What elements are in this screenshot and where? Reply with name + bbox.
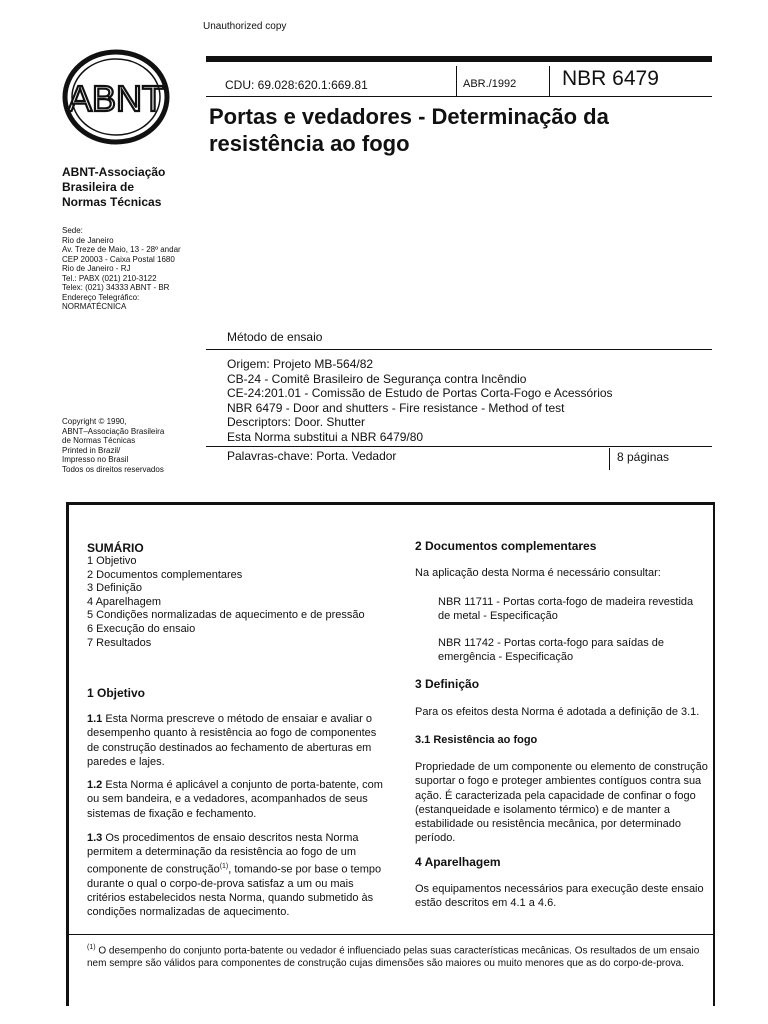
summary-item: 7 Resultados	[87, 636, 152, 649]
watermark-text: Unauthorized copy	[203, 21, 287, 32]
address-line: NORMATÉCNICA	[62, 302, 127, 311]
origin-line: NBR 6479 - Door and shutters - Fire resistance - Method of test	[227, 400, 565, 415]
paragraph-1-3	[87, 831, 387, 919]
footnote	[87, 941, 712, 970]
header-divider	[549, 66, 550, 96]
subsection-heading-resistencia: 3.1 Resistência ao fogo	[415, 734, 538, 746]
origin-line: Descriptors: Door. Shutter	[227, 415, 366, 429]
footnote-text: O desempenho do conjunto porta-batente ou vedador é influenciado pelas suas características mecânicas. Os resultados de um ensaio nem sempre são válidos para componentes de construção cujas dimensões são maiores ou muito menores que as do corpo-de-prova.	[87, 945, 700, 970]
section-heading-aparelhagem: 4 Aparelhagem	[415, 855, 501, 869]
origin-line: CE-24:201.01 - Comissão de Estudo de Portas Corta-Fogo e Acessórios	[227, 386, 613, 400]
logo-text: ABNT	[67, 78, 165, 119]
header-rule	[206, 446, 712, 447]
address-line: Sede:	[62, 226, 83, 235]
footnote-marker: (1)	[87, 944, 96, 951]
section-heading-objetivo: 1 Objetivo	[87, 686, 146, 700]
summary-item: 4 Aparelhagem	[87, 595, 161, 608]
paragraph-number: 1.3	[87, 832, 103, 844]
title-line: resistência ao fogo	[209, 131, 410, 156]
header-divider	[609, 448, 610, 470]
paragraph-3-1: Propriedade de um componente ou elemento de construção suportar o fogo e proteger ambientes contíguos contra sua ação. É caracterizada pela capacidade de confinar o fogo (estanqueidade e isolamento térmico) e de manter a estabilidade ou resistência mecânica, por determinado período.	[415, 761, 708, 845]
address-line: Telex: (021) 34333 ABNT - BR	[62, 283, 170, 292]
paragraph-1-2	[87, 778, 387, 821]
origin-line: Esta Norma substitui a NBR 6479/80	[227, 429, 424, 444]
title-line: Portas e vedadores - Determinação da	[209, 104, 609, 129]
content-frame-top	[66, 502, 714, 505]
standard-code: NBR 6479	[562, 67, 659, 90]
document-type: Método de ensaio	[227, 330, 323, 344]
copyright-block	[62, 417, 202, 474]
copyright-line: de Normas Técnicas	[62, 436, 136, 445]
address-line: CEP 20003 - Caixa Postal 1680	[62, 254, 175, 264]
summary-item: 6 Execução do ensaio	[87, 622, 196, 635]
origin-line: Origem: Projeto MB-564/82	[227, 357, 374, 371]
copyright-line: Copyright © 1990,	[62, 417, 127, 426]
page-count: 8 páginas	[617, 450, 670, 464]
address-line: Rio de Janeiro - RJ	[62, 264, 131, 273]
paragraph-text: Esta Norma prescreve o método de ensaiar e avaliar o desempenho quanto à resistência ao fogo de componentes de construção destinados ao fechamento de aberturas em paredes e lajes.	[87, 713, 377, 768]
paragraph-aparelhagem: Os equipamentos necessários para execução deste ensaio estão descritos em 4.1 a 4.6.	[415, 883, 704, 910]
address-line: Av. Treze de Maio, 13 - 28º andar	[62, 245, 181, 254]
footnote-rule	[69, 934, 714, 935]
summary-list	[87, 555, 365, 650]
paragraph-number: 1.1	[87, 713, 103, 725]
summary-item: 2 Documentos complementares	[87, 568, 243, 581]
address-line: Rio de Janeiro	[62, 235, 114, 245]
summary-item: 5 Condições normalizadas de aquecimento e de pressão	[87, 609, 365, 622]
summary-title: SUMÁRIO	[87, 541, 144, 555]
summary-item: 3 Definição	[87, 582, 143, 595]
publication-date: ABR./1992	[463, 78, 517, 90]
footnote-ref: (1)	[219, 862, 229, 870]
reference-item: NBR 11711 - Portas corta-fogo de madeira revestida de metal - Especificação	[438, 596, 694, 623]
paragraph-definition: Para os efeitos desta Norma é adotada a definição de 3.1.	[415, 706, 700, 718]
summary-item: 1 Objetivo	[87, 555, 137, 567]
address-line: Tel.: PABX (021) 210-3122	[62, 273, 157, 283]
org-name-line: Brasileira de	[62, 180, 135, 194]
address-line: Endereço Telegráfico:	[62, 292, 140, 302]
reference-item: NBR 11742 - Portas corta-fogo para saídas de emergência - Especificação	[438, 637, 665, 664]
cdu-code: CDU: 69.028:620.1:669.81	[225, 78, 368, 92]
copyright-line: Impresso no Brasil	[62, 455, 129, 464]
paragraph-intro: Na aplicação desta Norma é necessário consultar:	[415, 567, 661, 579]
paragraph-text: Esta Norma é aplicável a conjunto de porta-batente, com ou sem bandeira, e a vedadores, acompanhados de seus sistemas de fixação e fechamento.	[87, 779, 383, 820]
header-rule	[206, 349, 712, 350]
header-rule	[206, 96, 712, 97]
header-divider	[456, 66, 457, 96]
copyright-line: Printed in Brazil/	[62, 445, 121, 455]
keywords: Palavras-chave: Porta. Vedador	[227, 449, 397, 463]
org-name-line: Normas Técnicas	[62, 195, 162, 209]
section-heading-documentos: 2 Documentos complementares	[415, 539, 597, 553]
content-frame-left	[66, 502, 69, 1006]
paragraph-text: , tomando-se por base o tempo durante o qual o corpo-de-prova satisfaz a um ou mais critérios estabelecidos nesta Norma, quando submetido às condições normalizadas de aquecimento.	[87, 863, 382, 919]
content-frame-right	[713, 502, 715, 1006]
paragraph-text: Os procedimentos de ensaio descritos nesta Norma permitem a determinação da resistência ao fogo de um componente de construção	[87, 832, 359, 876]
abnt-logo-icon	[62, 49, 170, 145]
document-title	[209, 103, 709, 157]
origin-block	[227, 357, 707, 444]
paragraph-1-1	[87, 712, 387, 769]
copyright-line: Todos os direitos reservados	[62, 464, 164, 474]
header-top-rule	[206, 56, 712, 62]
org-name-line: ABNT-Associação	[62, 165, 166, 179]
org-name	[62, 165, 202, 210]
org-address	[62, 226, 222, 312]
copyright-line: ABNT–Associação Brasileira	[62, 426, 165, 436]
section-heading-definicao: 3 Definição	[415, 677, 480, 691]
origin-line: CB-24 - Comitê Brasileiro de Segurança contra Incêndio	[227, 371, 527, 386]
paragraph-number: 1.2	[87, 779, 103, 791]
